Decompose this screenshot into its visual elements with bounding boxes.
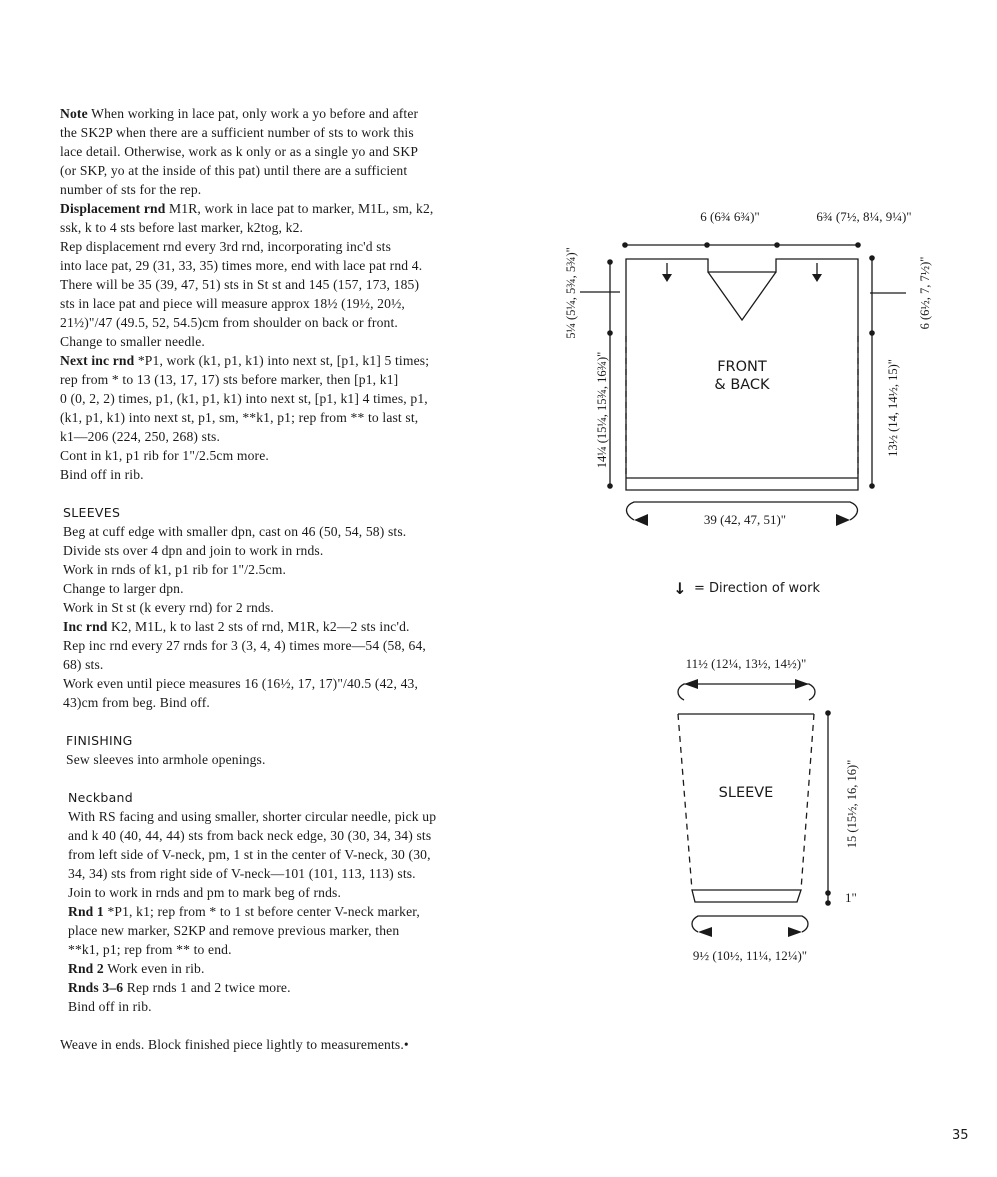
direction-legend-text: = Direction of work: [694, 581, 821, 596]
dot: [855, 242, 861, 248]
dot: [774, 242, 780, 248]
text-line: 34, 34) sts from right side of V-neck—101 (101, 113, 113) sts.: [68, 866, 416, 881]
right-body-length-label: 13½ (14, 14½, 15)": [886, 359, 900, 457]
dot: [869, 330, 875, 336]
bottom-width-label: 39 (42, 47, 51)": [703, 512, 787, 527]
right-armhole-label: 6 (6½, 7, 7½)": [918, 256, 932, 330]
front-back-label-line2: & BACK: [714, 377, 770, 393]
sleeve-schematic: [678, 684, 828, 932]
bottom-right-arrowhead: [836, 514, 850, 526]
text-line: 43)cm from beg. Bind off.: [63, 695, 210, 710]
dot: [825, 890, 831, 896]
text-line: (or SKP, yo at the inside of this pat) until there are a sufficient: [60, 163, 408, 178]
dot: [607, 259, 613, 265]
bottom-left-arrowhead: [634, 514, 648, 526]
rnd1-line: Rnd 1 *P1, k1; rep from * to 1 st before center V-neck marker,: [68, 904, 420, 919]
sleeve-bottom-width-label: 9½ (10½, 11¼, 12¼)": [692, 948, 808, 963]
text-line: lace detail. Otherwise, work as k only or as a single yo and SKP: [60, 144, 419, 159]
inc-rnd-label: Inc rnd: [63, 619, 108, 634]
text-line: Beg at cuff edge with smaller dpn, cast on 46 (50, 54, 58) sts.: [63, 524, 407, 539]
sleeve-top-width-label: 11½ (12¼, 13½, 14½)": [685, 656, 807, 671]
sleeve-top-left-arrowhead: [684, 679, 698, 689]
rnd2-label: Rnd 2: [68, 961, 104, 976]
note-label: Note: [60, 106, 88, 121]
direction-arrowhead-right: [812, 274, 822, 282]
text-line: With RS facing and using smaller, shorter circular needle, pick up: [68, 809, 437, 824]
rnd3-6-line: Rnds 3–6 Rep rnds 1 and 2 twice more.: [68, 980, 291, 995]
front-back-labels: [564, 209, 932, 527]
dot: [869, 255, 875, 261]
sleeve-top-right-arrowhead: [795, 679, 809, 689]
text-line: Bind off in rib.: [60, 467, 144, 482]
sleeve-arrowheads: [684, 679, 831, 937]
rnd2-line: Rnd 2 Work even in rib.: [68, 961, 205, 976]
v-neck: [708, 272, 776, 320]
text-line: **k1, p1; rep from ** to end.: [68, 942, 232, 957]
sleeve-length-label: 15 (15½, 16, 16)": [845, 759, 859, 849]
direction-arrowhead-left: [662, 274, 672, 282]
front-back-label-line1: FRONT: [717, 359, 767, 375]
text-line: 21½)"/47 (49.5, 52, 54.5)cm from shoulder on back or front.: [60, 315, 398, 330]
text-line: place new marker, S2KP and remove previous marker, then: [68, 923, 400, 938]
sleeves-heading: SLEEVES: [63, 505, 121, 520]
text-line: There will be 35 (39, 47, 51) sts in St st and 145 (157, 173, 185): [60, 277, 420, 292]
text-line: Rep displacement rnd every 3rd rnd, incorporating inc'd sts: [60, 239, 392, 254]
page-number: 35: [952, 1128, 969, 1143]
top-left-width-label: 6 (6¾ 6¾)": [700, 209, 760, 224]
text-line: Change to larger dpn.: [63, 581, 184, 596]
rnd3-6-label: Rnds 3–6: [68, 980, 124, 995]
text-line: the SK2P when there are a sufficient number of sts to work this: [60, 125, 414, 140]
neckband-heading: Neckband: [68, 790, 134, 805]
sleeve-cuff-label: 1": [845, 890, 857, 905]
direction-arrow-icon: ↓: [673, 579, 687, 598]
sleeve-bottom-left-arrowhead: [698, 927, 712, 937]
rnd1-label: Rnd 1: [68, 904, 104, 919]
text-line: rep from * to 13 (13, 17, 17) sts before marker, then [p1, k1]: [60, 372, 399, 387]
text-line: ssk, k to 4 sts before last marker, k2tog, k2.: [60, 220, 304, 235]
displacement-paragraph: Displacement rnd M1R, work in lace pat to marker, M1L, sm, k2,: [60, 201, 434, 216]
text-line: Bind off in rib.: [68, 999, 152, 1014]
text-line: from left side of V-neck, pm, 1 st in the center of V-neck, 30 (30,: [68, 847, 431, 862]
dot: [869, 483, 875, 489]
text-line: Divide sts over 4 dpn and join to work in rnds.: [63, 543, 324, 558]
displacement-label: Displacement rnd: [60, 201, 166, 216]
top-right-width-label: 6¾ (7½, 8¼, 9¼)": [816, 209, 912, 224]
left-neck-depth-label: 5¼ (5¼, 5¾, 5¾)": [564, 247, 578, 339]
direction-legend: [673, 579, 820, 598]
dot: [704, 242, 710, 248]
dot: [825, 710, 831, 716]
note-paragraph: Note When working in lace pat, only work a yo before and after: [60, 106, 419, 121]
text-line: and k 40 (40, 44, 44) sts from back neck edge, 30 (30, 34, 34) sts: [68, 828, 432, 843]
sleeve-top-bracket: [678, 684, 815, 700]
next-inc-paragraph: Next inc rnd *P1, work (k1, p1, k1) into next st, [p1, k1] 5 times;: [60, 353, 430, 368]
text-line: 0 (0, 2, 2) times, p1, (k1, p1, k1) into next st, [p1, k1] 4 times, p1,: [60, 391, 428, 406]
sleeve-left-side: [678, 714, 692, 890]
text-line: Work even until piece measures 16 (16½, 17, 17)"/40.5 (42, 43,: [63, 676, 419, 691]
dot: [607, 330, 613, 336]
dot: [607, 483, 613, 489]
sleeve-cuff: [692, 890, 801, 902]
sleeve-labels: [686, 656, 859, 963]
text-line: Work in rnds of k1, p1 rib for 1"/2.5cm.: [63, 562, 287, 577]
finishing-heading: FINISHING: [66, 733, 133, 748]
text-line: number of sts for the rep.: [60, 182, 202, 197]
text-line: k1—206 (224, 250, 268) sts.: [60, 429, 220, 444]
text-line: into lace pat, 29 (31, 33, 35) times more, end with lace pat rnd 4.: [60, 258, 423, 273]
dot: [825, 900, 831, 906]
final-line: Weave in ends. Block finished piece lightly to measurements.•: [60, 1037, 409, 1052]
sleeve-label: SLEEVE: [718, 785, 774, 801]
next-inc-label: Next inc rnd: [60, 353, 135, 368]
left-body-length-label: 14¼ (15¼, 15¾, 16¾)": [595, 351, 609, 469]
text-line: Work in St st (k every rnd) for 2 rnds.: [63, 600, 274, 615]
sleeve-bottom-right-arrowhead: [788, 927, 802, 937]
text-line: Rep inc rnd every 27 rnds for 3 (3, 4, 4) times more—54 (58, 64,: [63, 638, 426, 653]
text-line: Change to smaller needle.: [60, 334, 205, 349]
sleeve-right-side: [801, 714, 814, 890]
text-line: Sew sleeves into armhole openings.: [66, 752, 266, 767]
text-line: Cont in k1, p1 rib for 1"/2.5cm more.: [60, 448, 269, 463]
text-line: Join to work in rnds and pm to mark beg of rnds.: [68, 885, 342, 900]
text-line: 68) sts.: [63, 657, 104, 672]
text-line: (k1, p1, k1) into next st, p1, sm, **k1, p1; rep from ** to last st,: [60, 410, 419, 425]
inc-rnd-line: Inc rnd K2, M1L, k to last 2 sts of rnd, M1R, k2—2 sts inc'd.: [63, 619, 410, 634]
text-line: sts in lace pat and piece will measure approx 18½ (19½, 20½,: [60, 296, 405, 311]
dot: [622, 242, 628, 248]
